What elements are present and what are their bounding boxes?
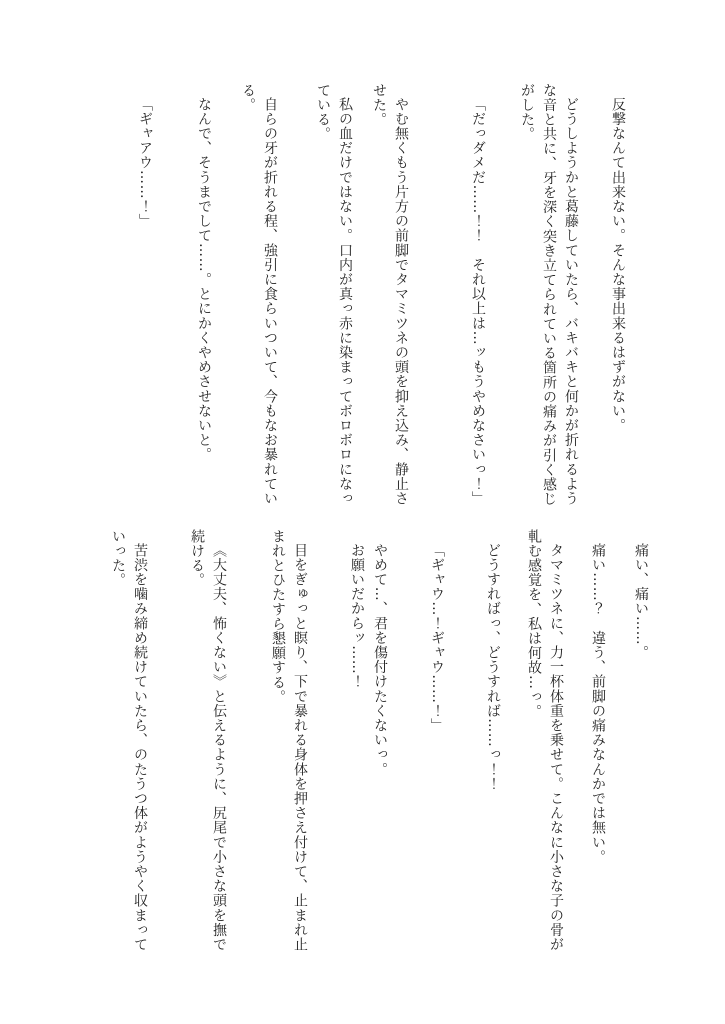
- paragraph: [516, 83, 582, 507]
- text-line: 「ギャウ…！ギャウ……！」: [429, 543, 445, 733]
- text-line: 痛い、痛い……。: [633, 543, 649, 660]
- text-line: タマミツネに、力一杯体重を乗せて。こんなに小さな子の骨が: [548, 543, 564, 952]
- text-line: 自らの牙が折れる程、強引に食らいついて、今もなお暴れてい: [262, 97, 278, 506]
- paragraph: [368, 83, 412, 507]
- text-line: 「ギャアウ……！」: [137, 97, 153, 229]
- paragraph: [630, 529, 652, 953]
- paragraph: [482, 529, 504, 953]
- upper-text-block: [134, 83, 629, 507]
- text-line: お願いだからッ……！: [349, 543, 365, 689]
- text-line: なんで、そうまでして……。とにかくやめさせないと。: [196, 97, 212, 462]
- text-line: がした。: [519, 83, 535, 142]
- text-line: 痛い……？ 違う、前脚の痛みなんかでは無い。: [590, 543, 606, 865]
- text-line: 目をぎゅっと瞑り、下で暴れる身体を押さえ付けて、止まれ止: [292, 543, 308, 952]
- paragraph: [523, 529, 567, 953]
- text-line: る。: [240, 83, 256, 113]
- paragraph: [237, 83, 281, 507]
- paragraph: [267, 529, 311, 953]
- paragraph: [426, 529, 448, 953]
- text-line: 「だっダメだ……！！ それ以上は…ッもうやめなさいっ！」: [470, 97, 486, 506]
- lower-text-block: [107, 529, 652, 953]
- paragraph: [369, 529, 391, 953]
- text-line: どうしようかと葛藤していたら、バキバキと何かが折れるよう: [563, 97, 579, 506]
- paragraph: [467, 83, 489, 507]
- paragraph: [186, 529, 230, 953]
- text-line: 《大丈夫、怖くない》と伝えるように、尻尾で小さな頭を撫で: [211, 543, 227, 952]
- text-line: な音と共に、牙を深く突き立てられている箇所の痛みが引く感じ: [541, 83, 557, 507]
- text-line: せた。: [371, 83, 387, 127]
- text-line: やむ無くもう片方の前脚でタマミツネの頭を抑え込み、静止さ: [393, 97, 409, 506]
- paragraph: [587, 529, 609, 953]
- text-line: やめて…、君を傷付けたくないっ。: [372, 543, 388, 777]
- text-line: どうすればっ、どうすれば……っ！！: [485, 543, 501, 792]
- text-line: 私の血だけではない。口内が真っ赤に染まってボロボロになっ: [337, 97, 353, 506]
- paragraph: [107, 529, 151, 953]
- paragraph: [346, 529, 368, 953]
- paragraph: [134, 83, 156, 507]
- text-line: まれとひたすら懇願する。: [270, 529, 286, 705]
- text-line: 反撃なんて出来ない。そんな事出来るはずがない。: [610, 97, 626, 433]
- text-line: 続ける。: [189, 529, 205, 588]
- paragraph: [607, 83, 629, 507]
- text-line: いった。: [110, 529, 126, 588]
- text-line: ている。: [315, 83, 331, 142]
- text-line: 軋む感覚を、私は何故…っ。: [526, 529, 542, 719]
- paragraph: [312, 83, 356, 507]
- text-line: 苦渋を噛み締め続けていたら、のたうつ体がようやく収まって: [132, 543, 148, 952]
- paragraph: [193, 83, 215, 507]
